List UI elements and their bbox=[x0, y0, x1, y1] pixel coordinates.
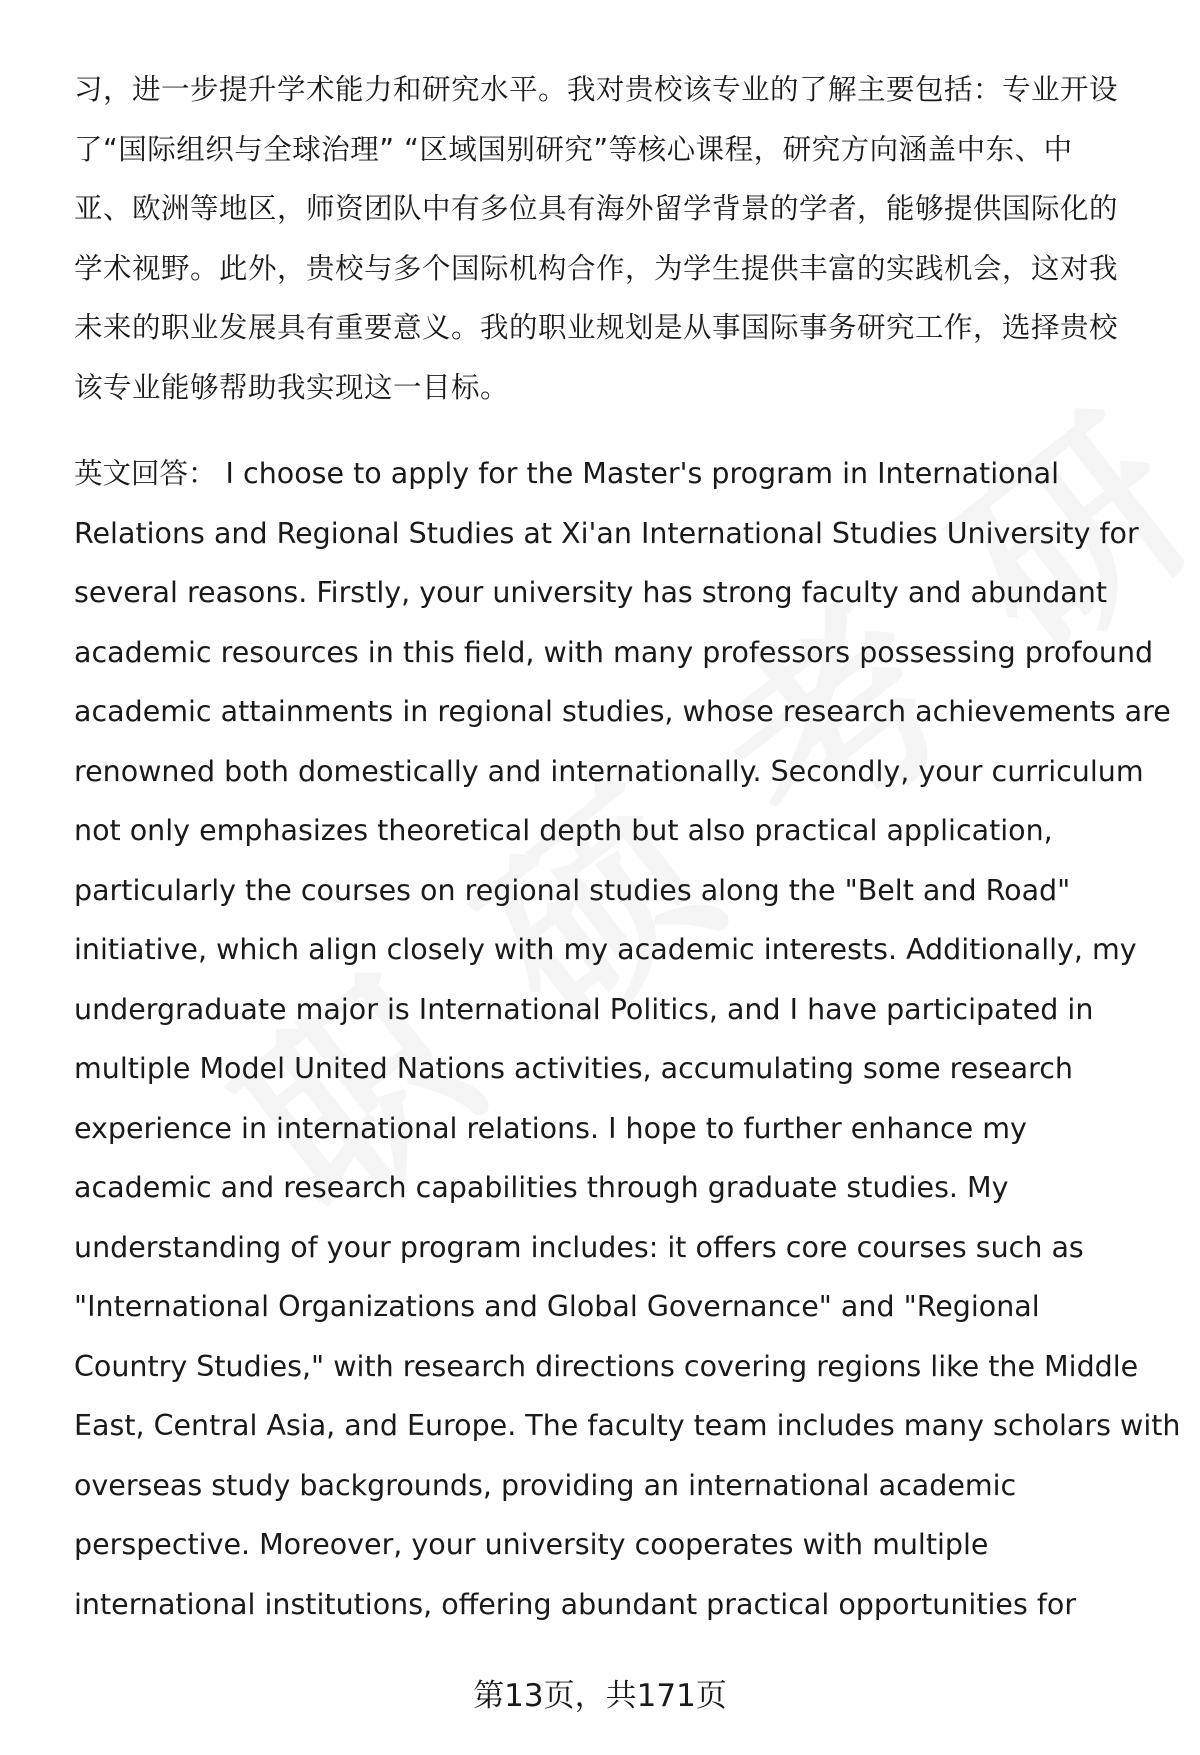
english-line: academic resources in this field, with many professors possessing profound bbox=[74, 635, 1154, 669]
english-line: overseas study backgrounds, providing an international academic bbox=[74, 1468, 1017, 1502]
english-line: not only emphasizes theoretical depth but also practical application, bbox=[74, 814, 1053, 847]
chinese-paragraph bbox=[74, 60, 1154, 417]
english-line: East, Central Asia, and Europe. The faculty team includes many scholars with bbox=[74, 1409, 1181, 1442]
english-line: perspective. Moreover, your university cooperates with multiple bbox=[74, 1528, 989, 1561]
page-number-footer: 第13页，共171页 bbox=[473, 1678, 727, 1714]
english-line: Country Studies," with research directions covering regions like the Middle bbox=[74, 1349, 1139, 1383]
chinese-line: 学术视野。此外，贵校与多个国际机构合作，为学生提供丰富的实践机会，这对我 bbox=[74, 251, 1119, 285]
chinese-line: 习，进一步提升学术能力和研究水平。我对贵校该专业的了解主要包括：专业开设 bbox=[74, 73, 1119, 106]
english-paragraph bbox=[74, 444, 1181, 1634]
english-line: undergraduate major is International Politics, and I have participated in bbox=[74, 992, 1094, 1026]
english-line: renowned both domestically and internationally. Secondly, your curriculum bbox=[74, 754, 1144, 788]
english-line: particularly the courses on regional studies along the "Belt and Road" bbox=[74, 873, 1071, 907]
english-line: Relations and Regional Studies at Xi'an International Studies University for bbox=[74, 516, 1139, 550]
english-line: initiative, which align closely with my academic interests. Additionally, my bbox=[74, 933, 1137, 966]
english-line: several reasons. Firstly, your university has strong faculty and abundant bbox=[74, 576, 1107, 609]
chinese-line: 亚、欧洲等地区，师资团队中有多位具有海外留学背景的学者，能够提供国际化的 bbox=[74, 192, 1119, 225]
english-line: understanding of your program includes: it offers core courses such as bbox=[74, 1230, 1084, 1264]
english-line: "International Organizations and Global Governance" and "Regional bbox=[74, 1290, 1040, 1323]
english-line: experience in international relations. I hope to further enhance my bbox=[74, 1111, 1027, 1145]
english-line: international institutions, offering abundant practical opportunities for bbox=[74, 1587, 1077, 1621]
chinese-line: 该专业能够帮助我实现这一目标。 bbox=[74, 370, 510, 404]
chinese-line: 未来的职业发展具有重要意义。我的职业规划是从事国际事务研究工作，选择贵校 bbox=[74, 311, 1119, 344]
english-line: academic and research capabilities through graduate studies. My bbox=[74, 1171, 1009, 1204]
english-line: multiple Model United Nations activities, accumulating some research bbox=[74, 1052, 1073, 1085]
english-line: 英文回答： I choose to apply for the Master's program in International bbox=[74, 457, 1060, 490]
english-line: academic attainments in regional studies, whose research achievements are bbox=[74, 695, 1171, 728]
page-content bbox=[74, 60, 1181, 1634]
chinese-line: 了“国际组织与全球治理” “区域国别研究”等核心课程，研究方向涵盖中东、中 bbox=[74, 132, 1073, 166]
